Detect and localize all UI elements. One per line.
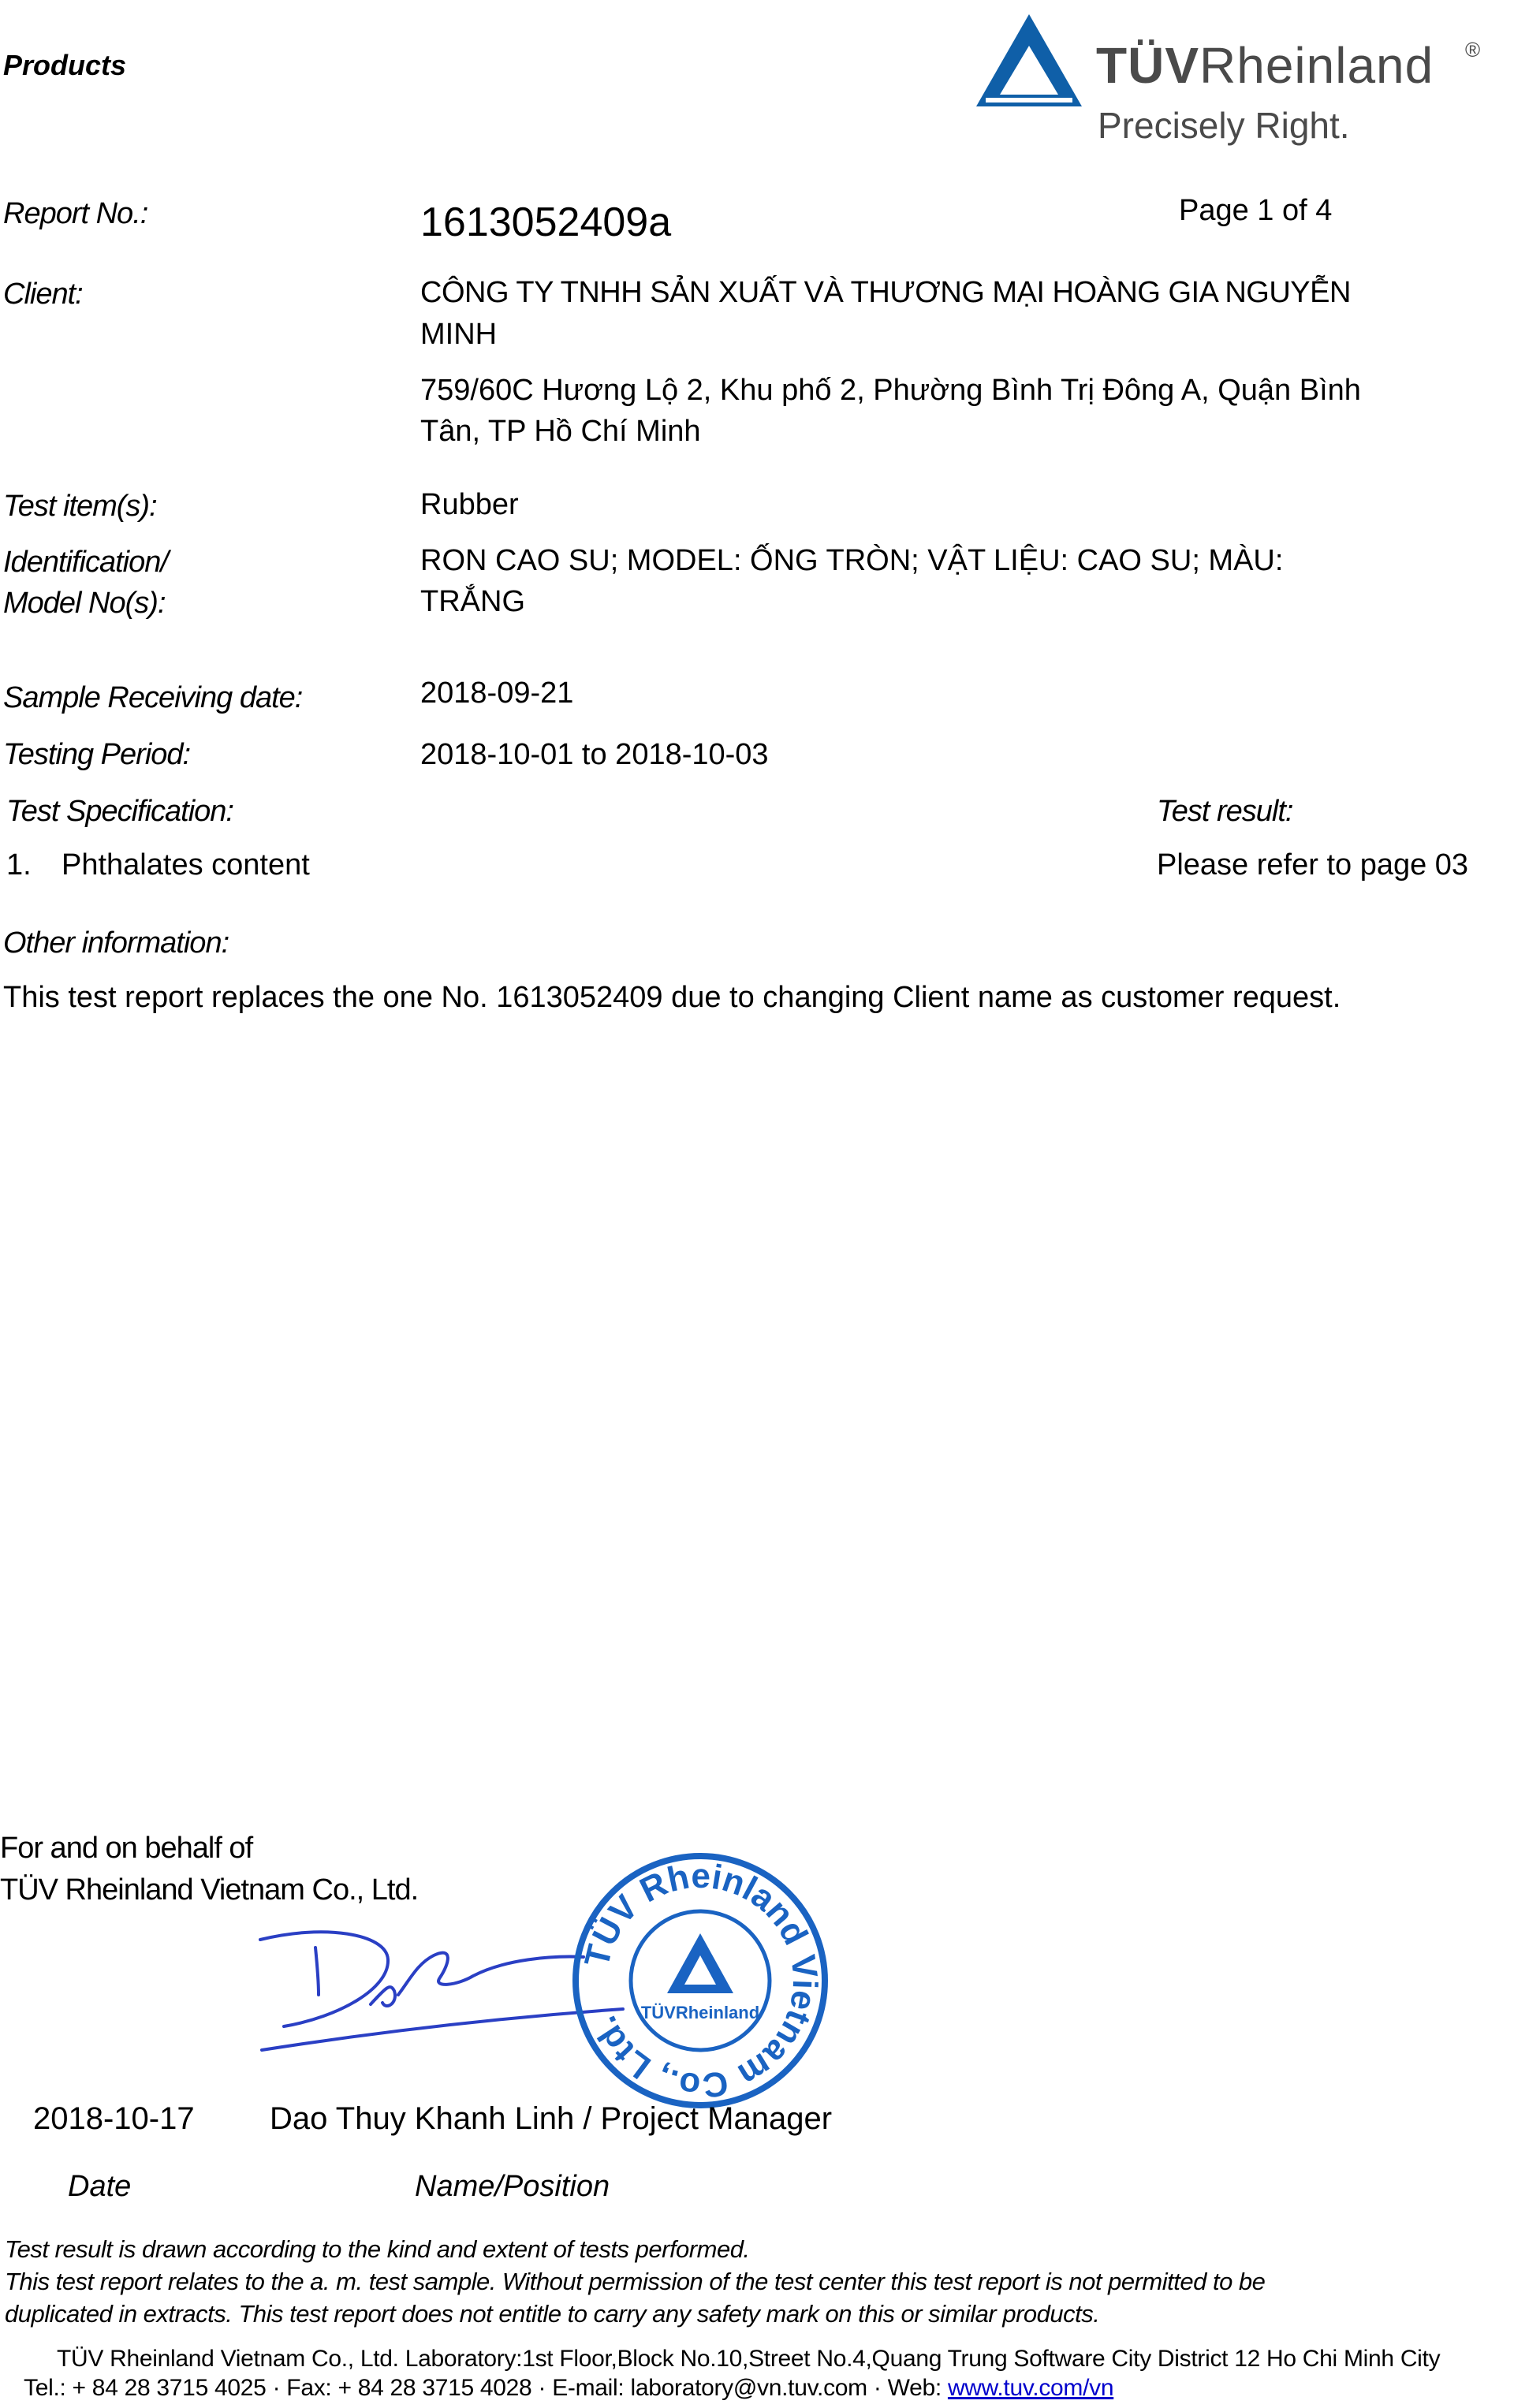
spec-item-name: Phthalates content bbox=[62, 848, 310, 882]
testing-period-label: Testing Period: bbox=[3, 738, 191, 771]
client-address-line1: 759/60C Hương Lộ 2, Khu phố 2, Phường Bình Trị Đông A, Quận Bình bbox=[420, 374, 1361, 407]
identification-label-line1: Identification/ bbox=[3, 546, 168, 579]
disclaimer-line3: duplicated in extracts. This test report does not entitle to carry any safety mark on this or similar products. bbox=[5, 2300, 1100, 2328]
footer-contact bbox=[24, 2375, 1113, 2402]
client-address-line2: Tân, TP Hồ Chí Minh bbox=[420, 415, 701, 448]
stamp-triangle-icon bbox=[667, 1933, 733, 1993]
spec-item-result: Please refer to page 03 bbox=[1157, 848, 1469, 882]
page-indicator: Page 1 of 4 bbox=[1179, 194, 1333, 227]
client-label: Client: bbox=[3, 278, 83, 311]
sample-date-label: Sample Receiving date: bbox=[3, 681, 303, 714]
footer-contact-text: Tel.: + 84 28 3715 4025 · Fax: + 84 28 3715 4028 · E-mail: laboratory@vn.tuv.com · Web: bbox=[24, 2375, 948, 2401]
logo-tuv-text: TÜV bbox=[1096, 37, 1199, 94]
logo-registered-mark: ® bbox=[1465, 38, 1481, 62]
other-information-label: Other information: bbox=[3, 926, 229, 960]
test-specification-label: Test Specification: bbox=[6, 795, 233, 828]
disclaimer-line1: Test result is drawn according to the kind and extent of tests performed. bbox=[5, 2235, 750, 2263]
footer-web-link[interactable]: www.tuv.com/vn bbox=[947, 2375, 1114, 2401]
section-title: Products bbox=[3, 49, 127, 81]
stamp-logo-text: TÜVRheinland bbox=[640, 2003, 760, 2022]
spec-item-number: 1. bbox=[6, 848, 32, 882]
footer-address: TÜV Rheinland Vietnam Co., Ltd. Laboratory:1st Floor,Block No.10,Street No.4,Quang Trung Software City District 12 Ho Chi Minh City bbox=[57, 2346, 1441, 2372]
signature-date: 2018-10-17 bbox=[33, 2101, 195, 2136]
test-item-value: Rubber bbox=[420, 488, 519, 521]
logo-tagline: Precisely Right. bbox=[1098, 105, 1350, 146]
date-caption: Date bbox=[68, 2170, 132, 2203]
report-number-label: Report No.: bbox=[3, 197, 148, 230]
testing-period-value: 2018-10-01 to 2018-10-03 bbox=[420, 738, 769, 771]
disclaimer-line2: This test report relates to the a. m. test sample. Without permission of the test center this test report is not permitted to be bbox=[5, 2268, 1266, 2295]
client-name-line1: CÔNG TY TNHH SẢN XUẤT VÀ THƯƠNG MẠI HOÀNG GIA NGUYỄN bbox=[420, 276, 1351, 309]
tuv-logo bbox=[954, 6, 1506, 148]
stamp-ring-text: TÜV Rheinland Vietnam Co., Ltd. bbox=[577, 1856, 825, 2105]
behalf-line1: For and on behalf of bbox=[0, 1832, 253, 1865]
identification-value-line2: TRẮNG bbox=[420, 585, 525, 618]
identification-label-line2: Model No(s): bbox=[3, 587, 166, 620]
behalf-line2: TÜV Rheinland Vietnam Co., Ltd. bbox=[0, 1873, 419, 1907]
company-seal-stamp bbox=[566, 1847, 834, 2115]
name-position-caption: Name/Position bbox=[415, 2170, 610, 2203]
client-name-line2: MINH bbox=[420, 318, 498, 351]
tuv-triangle-icon bbox=[970, 8, 1088, 118]
other-information-text: This test report replaces the one No. 1613052409 due to changing Client name as customer request. bbox=[3, 981, 1341, 1014]
logo-rheinland-text: Rheinland bbox=[1199, 37, 1434, 94]
sample-date-value: 2018-09-21 bbox=[420, 677, 574, 710]
report-number: 1613052409a bbox=[420, 199, 672, 245]
test-item-label: Test item(s): bbox=[3, 490, 157, 523]
identification-value-line1: RON CAO SU; MODEL: ỐNG TRÒN; VẬT LIỆU: CAO SU; MÀU: bbox=[420, 544, 1284, 577]
signature-name-position: Dao Thuy Khanh Linh / Project Manager bbox=[270, 2101, 833, 2136]
test-result-label: Test result: bbox=[1157, 795, 1293, 828]
